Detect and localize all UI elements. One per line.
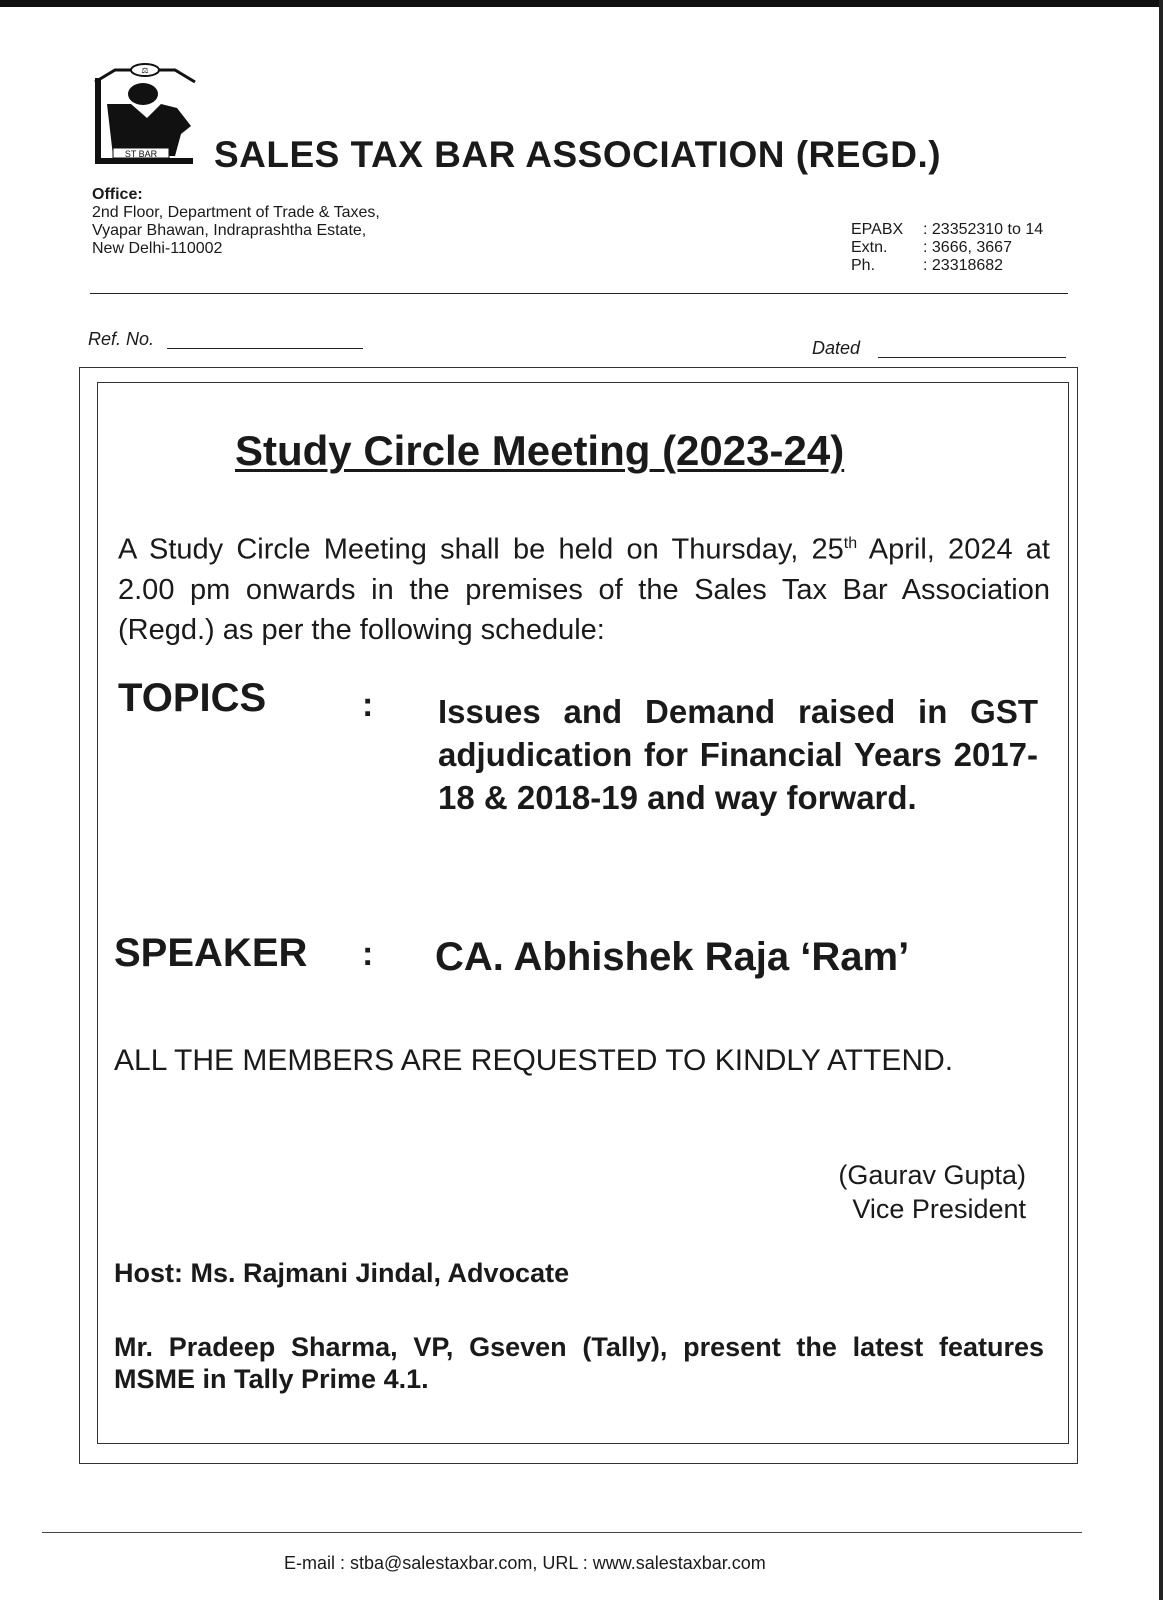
contact-row-epabx (851, 221, 1043, 239)
address-line: 2nd Floor, Department of Trade & Taxes, (92, 204, 380, 221)
svg-text:⚖: ⚖ (141, 66, 149, 75)
scan-border-right (1159, 0, 1163, 1600)
footer-divider (42, 1532, 1082, 1533)
contact-row-extn (851, 239, 1043, 257)
intro-text: April, 2024 at 2.00 pm onwards in the premises of the Sales Tax Bar Association (Regd.) as per the following schedule: (118, 533, 1050, 646)
host-line: Host: Ms. Rajmani Jindal, Advocate (114, 1258, 570, 1288)
presentation-note: Mr. Pradeep Sharma, VP, Gseven (Tally), present the latest features MSME in Tally Prime 4.1. (114, 1332, 1044, 1394)
ref-no-label: Ref. No. (88, 329, 155, 349)
topics-label: TOPICS (118, 676, 267, 720)
contact-key: EPABX (851, 221, 904, 238)
speaker-name: CA. Abhishek Raja ‘Ram’ (435, 935, 910, 979)
office-address (92, 186, 380, 258)
contact-key: Extn. (851, 239, 888, 256)
footer-contact: E-mail : stba@salestaxbar.com, URL : www.salestaxbar.com (284, 1553, 766, 1573)
st-bar-logo (91, 60, 199, 172)
svg-text:ST BAR: ST BAR (124, 149, 158, 159)
office-label: Office: (92, 186, 143, 203)
intro-text: A Study Circle Meeting shall be held on Thursday, 25 (118, 533, 844, 566)
signatory-title: Vice President (852, 1194, 1026, 1224)
topics-colon: : (362, 686, 374, 724)
notice-title: Study Circle Meeting (2023-24) (235, 427, 845, 474)
speaker-colon: : (362, 935, 374, 973)
speaker-label: SPEAKER (114, 931, 308, 975)
date-ordinal: th (843, 535, 858, 552)
signatory-name: (Gaurav Gupta) (838, 1160, 1026, 1190)
signatory (780, 1158, 1026, 1226)
ref-no-blank-line (167, 348, 363, 349)
contact-value: : 3666, 3667 (923, 239, 1012, 256)
scan-border-top (0, 0, 1163, 7)
organization-name: SALES TAX BAR ASSOCIATION (REGD.) (214, 134, 942, 175)
contact-value: : 23352310 to 14 (923, 221, 1044, 238)
topics-text: Issues and Demand raised in GST adjudication for Financial Years 2017-18 & 2018-19 and way forward. (438, 693, 1038, 816)
dated-label: Dated (812, 338, 861, 358)
dated-blank-line (878, 357, 1066, 358)
attendance-request: ALL THE MEMBERS ARE REQUESTED TO KINDLY ATTEND. (114, 1044, 954, 1077)
contact-key: Ph. (851, 257, 876, 274)
address-line: New Delhi-110002 (92, 240, 223, 257)
contact-numbers (851, 221, 1043, 275)
meeting-intro (118, 524, 1050, 650)
contact-value: : 23318682 (923, 257, 1004, 274)
address-line: Vyapar Bhawan, Indraprashtha Estate, (92, 222, 367, 239)
header-divider (90, 293, 1068, 294)
contact-row-phone (851, 257, 1043, 275)
